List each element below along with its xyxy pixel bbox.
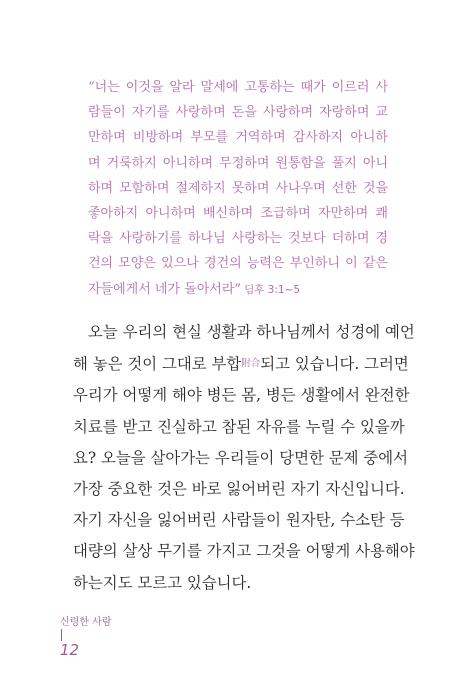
page-number: 12 (60, 641, 80, 659)
body-line: 요? 오늘을 살아가는 우리들이 당면한 문제 중에서 (73, 448, 408, 467)
body-line: 자기 자신을 잃어버린 사람들이 원자탄, 수소탄 등 (73, 511, 405, 530)
page-footer (60, 613, 111, 658)
quote-line: 락을 사랑하기를 하나님 사랑하는 것보다 더하며 경 (88, 231, 388, 247)
body-line: 가장 중요한 것은 바로 잃어버린 자기 자신입니다. (73, 480, 405, 499)
quote-line: 좋아하지 아니하며 배신하며 조급하며 자만하며 쾌 (88, 206, 388, 222)
hanja-annotation: 附合 (241, 358, 261, 370)
body-line: 오늘 우리의 현실 생활과 하나님께서 성경에 예언 (88, 323, 415, 341)
quote-line: 자들에게서 네가 돌아서라” (88, 281, 242, 297)
quote-line: 만하며 비방하며 부모를 거역하며 감사하지 아니하 (88, 130, 388, 146)
footer-divider (61, 629, 62, 641)
quote-last-line (88, 277, 388, 303)
quote-line: 람들이 자기를 사랑하며 돈을 사랑하며 자랑하며 교 (88, 105, 388, 121)
body-line: 하는지도 모르고 있습니다. (73, 573, 252, 592)
book-title: 신령한 사람 (60, 617, 112, 628)
body-line: 우리가 어떻게 해야 병든 몸, 병든 생활에서 완전한 (73, 386, 410, 405)
body-line-2 (73, 348, 409, 380)
body-line: 되고 있습니다. 그러면 (260, 355, 409, 374)
quote-line: “너는 이것을 알라 말세에 고통하는 때가 이르러 사 (88, 80, 388, 95)
body-line: 해 놓은 것이 그대로 부합 (73, 355, 242, 374)
body-line: 치료를 받고 진실하고 참된 자유를 누릴 수 있을까 (73, 417, 405, 436)
scripture-reference: 딤후 3:1~5 (244, 283, 301, 296)
quote-line: 하며 모함하며 절제하지 못하며 사나우며 선한 것을 (88, 180, 388, 196)
quote-line: 건의 모양은 있으나 경건의 능력은 부인하니 이 같은 (88, 256, 388, 272)
scripture-quote (88, 75, 388, 303)
body-line: 대량의 살상 무기를 가지고 그것을 어떻게 사용해야 (73, 542, 415, 561)
quote-line: 며 거룩하지 아니하며 무정하며 원통함을 풀지 아니 (88, 155, 388, 171)
body-paragraph (73, 317, 415, 599)
